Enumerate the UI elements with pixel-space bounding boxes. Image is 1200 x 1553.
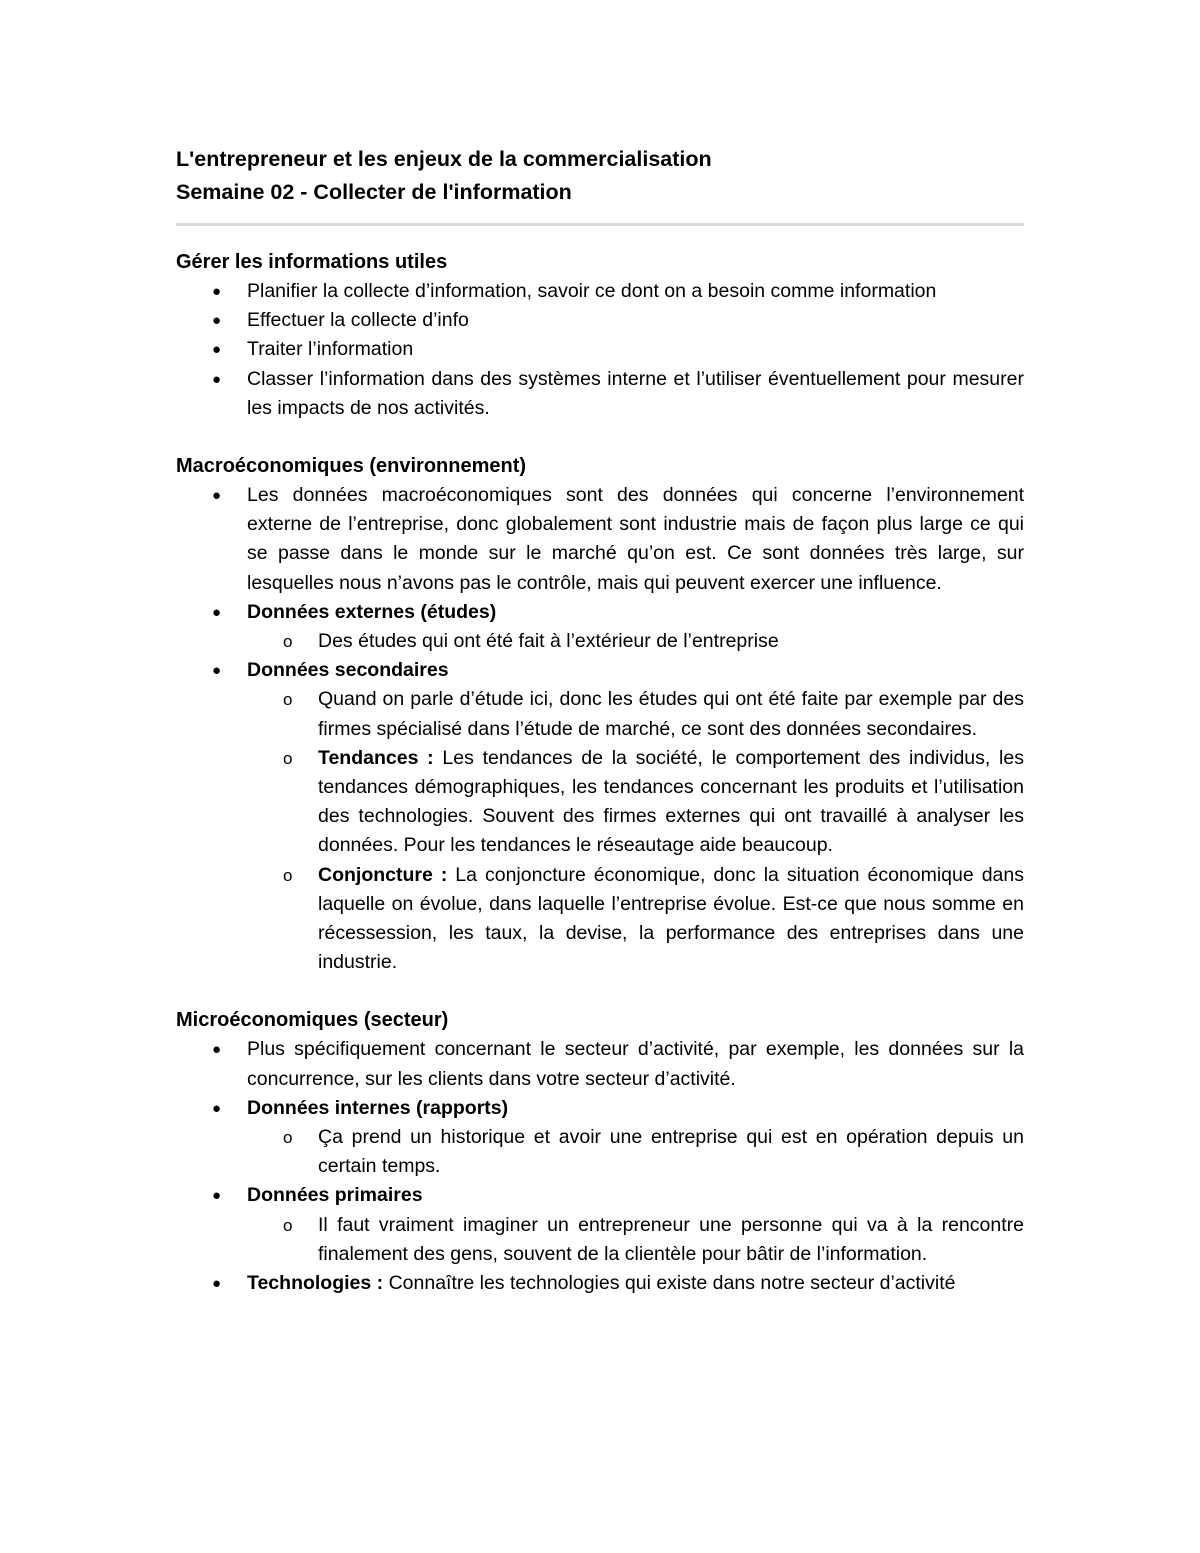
bullet-icon: ●: [212, 283, 222, 300]
horizontal-rule: [176, 223, 1024, 226]
list-item-text: Plus spécifiquement concernant le secteur d’activité, par exemple, les données sur la concurrence, sur les clients dans votre secteur d’activité.: [247, 1038, 1024, 1090]
sub-list-item-label: Conjoncture :: [318, 863, 448, 886]
bullet-icon: ●: [212, 1275, 222, 1293]
section-gerer-informations: [176, 248, 1024, 423]
list-item-text: Planifier la collecte d’information, savoir ce dont on a besoin comme information: [247, 280, 937, 302]
document-subtitle: Semaine 02 - Collecter de l'information: [176, 180, 572, 204]
sub-list-item-text: Les tendances de la société, le comportement des individus, les tendances démographiques, les tendances concernant les produits et l’utilisation des technologies. Souvent des firmes externes qui ont travaillé à analyser les données. Pour les tendances le réseautage aide beaucoup.: [318, 746, 1024, 857]
bullet-icon: ●: [212, 1099, 222, 1117]
sub-list-item-text: Quand on parle d’étude ici, donc les études qui ont été faite par exemple par des firmes spécialisé dans l’étude de marché, ce sont des données secondaires.: [318, 688, 1024, 740]
circle-bullet-icon: o: [283, 748, 293, 768]
list-item: [176, 335, 1024, 364]
circle-bullet-icon: o: [283, 632, 293, 652]
circle-bullet-icon: o: [283, 865, 293, 885]
sub-list-item: [176, 861, 1024, 978]
list-item: [176, 598, 1024, 656]
bullet-icon: ●: [212, 662, 222, 680]
bullet-icon: ●: [212, 312, 222, 330]
sub-list-item-text: Ça prend un historique et avoir une entreprise qui est en opération depuis un certain temps.: [318, 1126, 1024, 1178]
bullet-list: [176, 1035, 1024, 1298]
circle-bullet-icon: o: [283, 1215, 293, 1235]
sub-list: [247, 627, 1024, 656]
list-item-text: Les données macroéconomiques sont des données qui concerne l’environnement externe de l’entreprise, donc globalement sont industrie mais de façon plus large ce qui se passe dans le monde sur le marché qu’on est. Ce sont données très large, sur lesquelles nous n’avons pas le contrôle, mais qui peuvent exercer une influence.: [247, 484, 1024, 594]
sub-list-item-text: La conjoncture économique, donc la situation économique dans laquelle on évolue, dans laquelle l’entreprise évolue. Est-ce que nous somme en récessession, les taux, la devise, la performance des entreprises dans une industrie.: [318, 863, 1024, 974]
section-microeconomiques: [176, 1006, 1024, 1298]
list-item-text: Traiter l’information: [247, 338, 414, 361]
list-item-text: Effectuer la collecte d’info: [247, 309, 469, 332]
sub-list: [247, 685, 1024, 977]
bullet-list: [176, 277, 1024, 423]
list-item: [176, 481, 1024, 598]
sub-list-item-label: Tendances :: [318, 746, 434, 769]
list-item-label: Données primaires: [247, 1184, 423, 1207]
list-item: [176, 1035, 1024, 1093]
sub-list-item: [176, 1123, 1024, 1181]
sub-list-item-text: Il faut vraiment imaginer un entrepreneur une personne qui va à la rencontre finalement des gens, souvent de la clientèle pour bâtir de l’information.: [318, 1213, 1024, 1265]
bullet-icon: ●: [212, 1041, 222, 1059]
bullet-icon: ●: [212, 487, 222, 505]
bullet-icon: ●: [212, 603, 222, 621]
list-item-label: Technologies :: [247, 1272, 384, 1295]
list-item-label: Données internes (rapports): [247, 1096, 509, 1119]
circle-bullet-icon: o: [283, 690, 293, 710]
bullet-icon: ●: [212, 370, 222, 388]
bullet-icon: ●: [212, 1187, 222, 1205]
section-macroeconomiques: [176, 452, 1024, 977]
bullet-list: [176, 481, 1024, 977]
section-heading: Gérer les informations utiles: [176, 251, 448, 273]
list-item: [176, 306, 1024, 335]
sub-list: [247, 1211, 1024, 1269]
list-item: [176, 1269, 1024, 1298]
sub-list-item: [176, 685, 1024, 743]
sub-list-item: [176, 1211, 1024, 1269]
list-item: [176, 277, 1024, 306]
list-item: [176, 365, 1024, 423]
document-page: [176, 143, 1024, 1327]
sub-list-item: [176, 627, 1024, 656]
sub-list-item-text: Des études qui ont été fait à l’extérieur de l’entreprise: [318, 630, 779, 653]
list-item-text: Connaître les technologies qui existe dans notre secteur d’activité: [383, 1272, 956, 1295]
bullet-icon: ●: [212, 341, 222, 359]
list-item: [176, 1181, 1024, 1269]
list-item: [176, 656, 1024, 977]
section-heading: Macroéconomiques (environnement): [176, 455, 527, 478]
list-item-label: Données externes (études): [247, 600, 497, 623]
circle-bullet-icon: o: [283, 1128, 293, 1148]
section-heading: Microéconomiques (secteur): [176, 1009, 449, 1032]
sub-list: [247, 1123, 1024, 1181]
list-item: [176, 1094, 1024, 1182]
document-title: L'entrepreneur et les enjeux de la commercialisation: [176, 147, 712, 171]
list-item-text: Classer l’information dans des systèmes interne et l’utiliser éventuellement pour mesurer les impacts de nos activités.: [247, 367, 1024, 419]
sub-list-item: [176, 744, 1024, 861]
list-item-label: Données secondaires: [247, 659, 449, 682]
